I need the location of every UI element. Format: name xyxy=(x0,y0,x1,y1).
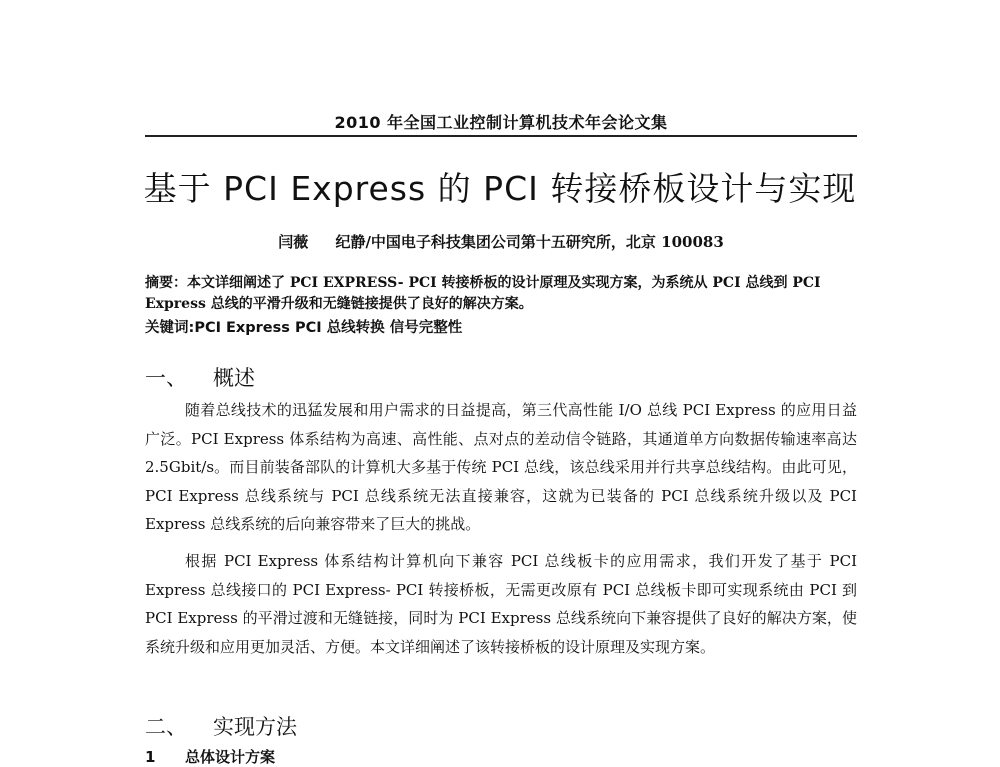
section-number: 二、 xyxy=(145,715,187,739)
section-number: 一、 xyxy=(145,366,187,390)
section-heading-method xyxy=(145,711,857,741)
subsection-heading xyxy=(145,746,857,767)
body-paragraph: 随着总线技术的迅猛发展和用户需求的日益提高，第三代高性能 I/O 总线 PCI Express 的应用日益广泛。PCI Express 体系结构为高速、高性能、点对点的差动信令链路，其通道单方向数据传输速率高达 2.5Gbit/s。而目前装备部队的计算机大多基于传统 PCI 总线，该总线采用并行共享总线结构。由此可见，PCI Express 总线系统与 PCI 总线系统无法直接兼容，这就为已装备的 PCI 总线系统升级以及 PCI Express 总线系统的后向兼容带来了巨大的挑战。 xyxy=(145,401,857,534)
abstract-text: 本文详细阐述了 PCI EXPRESS- PCI 转接桥板的设计原理及实现方案，为系统从 PCI 总线到 PCI Express 总线的平滑升级和无缝链接提供了良好的解决方案。 xyxy=(145,275,821,312)
author-name: 闫薇 xyxy=(278,233,309,251)
body-paragraph: 根据 PCI Express 体系结构计算机向下兼容 PCI 总线板卡的应用需求，我们开发了基于 PCI Express 总线接口的 PCI Express- PCI 转接桥板，无需更改原有 PCI 总线板卡即可实现系统由 PCI 到 PCI Express 的平滑过渡和无缝链接，同时为 PCI Express 总线系统向下兼容提供了良好的解决方案，使系统升级和应用更加灵活、方便。本文详细阐述了该转接桥板的设计原理及实现方案。 xyxy=(145,552,857,656)
subsection-title: 总体设计方案 xyxy=(185,748,276,766)
abstract xyxy=(145,273,857,315)
section-title: 概述 xyxy=(213,366,255,390)
keywords-text: PCI Express PCI 总线转换 信号完整性 xyxy=(194,320,463,336)
paper-title: 基于 PCI Express 的 PCI 转接桥板设计与实现 xyxy=(143,169,857,208)
header-rule xyxy=(145,135,857,137)
abstract-label: 摘要： xyxy=(145,275,187,291)
running-header: 2010 年全国工业控制计算机技术年会论文集 xyxy=(334,113,668,132)
author-line xyxy=(145,231,857,252)
author-affiliation: 纪静/中国电子科技集团公司第十五研究所，北京 100083 xyxy=(335,233,724,251)
keywords xyxy=(145,318,857,339)
subsection-number: 1 xyxy=(145,748,156,766)
section-heading-overview xyxy=(145,362,857,392)
keywords-label: 关键词: xyxy=(145,320,195,336)
section-title: 实现方法 xyxy=(213,715,297,739)
